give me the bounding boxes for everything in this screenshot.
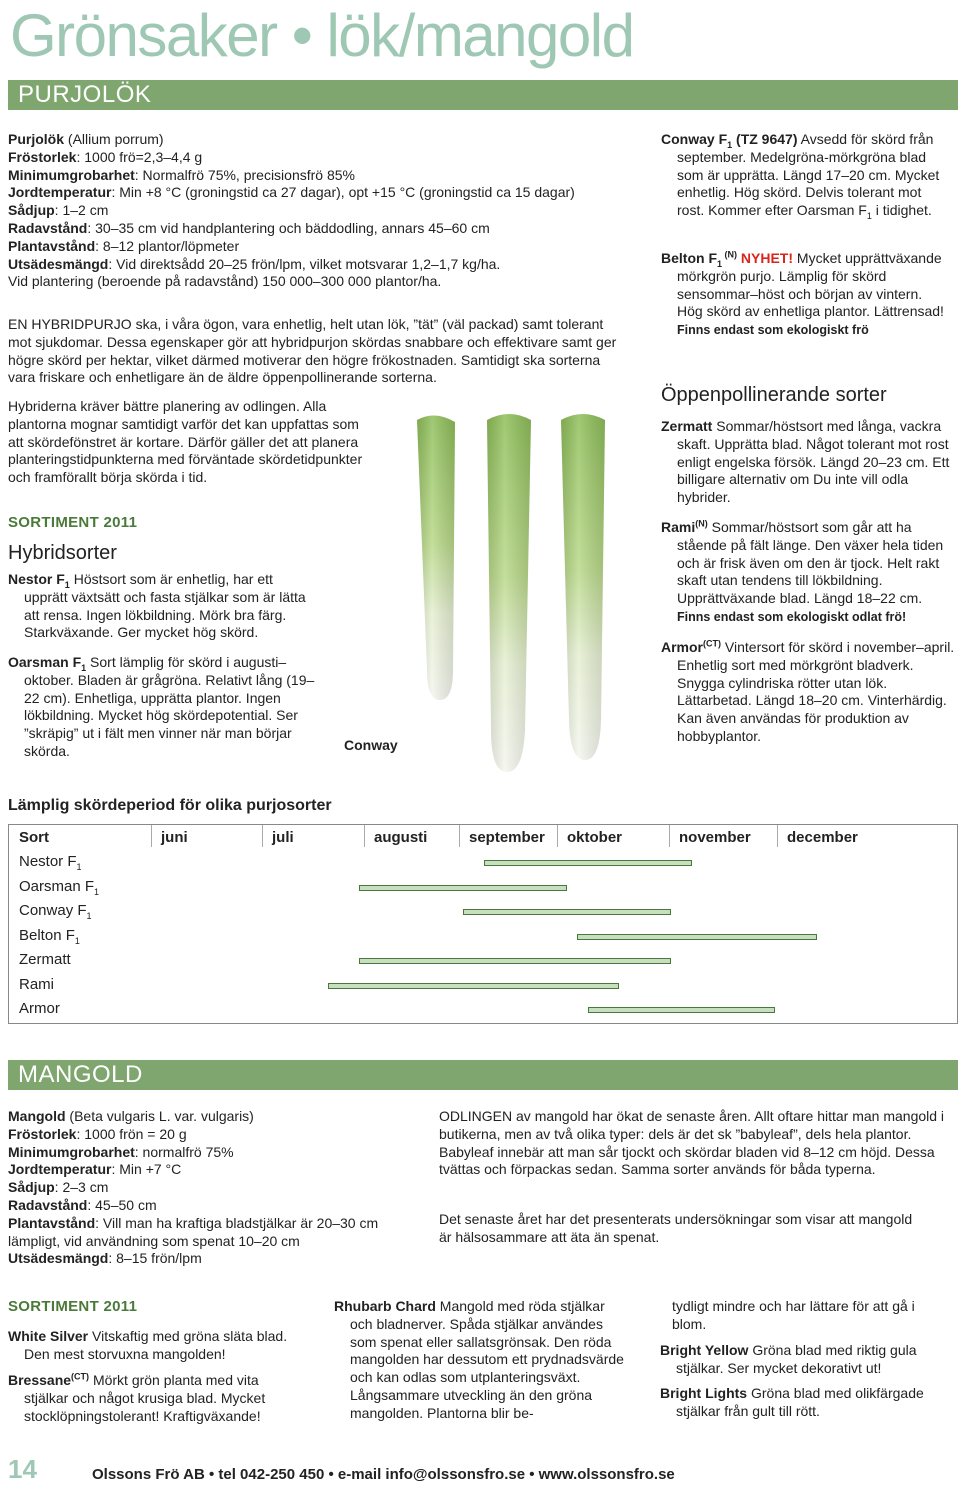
variety-oarsman-text: Sort lämplig för skörd i augusti–oktober. Bladen är grågröna. Relativt lång (19–22 cm). Enhetliga, upprätta plantor. Ingen lökbildning. Mycket hög skördepotential. Ser ”skräpig” ut i fält men vinner när man börjar skörda. [24,654,315,759]
purjo-fact-value: : 1000 frö=2,3–4,4 g [76,148,203,165]
mangold-fact-value: : 1000 frön = 20 g [76,1125,187,1142]
variety-armor-name: Armor$^{(CT)}$ [661,638,722,655]
harvest-bar [328,983,619,989]
purjo-fact-value: : Min +8 °C (groningstid ca 27 dagar), opt +15 °C (groningstid ca 15 dagar) [111,184,575,201]
purjo-fact-label: Fröstorlek [8,148,77,165]
variety-belton: Belton $F_1$ $^{(N)}$ NYHET! Mycket upprättväxande mörkgrön purjo. Lämplig för skörd sensommar–höst och början av vintern. Hög skörd av enhetliga plantor. Lättrensad! Finns endast som ekologiskt frö [661,249,944,338]
variety-bressane: Bressane$^{(CT)}$ Mörkt grön planta med vita stjälkar och något krusiga blad. Mycket stocklöpningstolerant! Kraftigväxande! [8,1371,266,1424]
variety-oarsman [8,654,326,761]
purjo-fact [8,202,628,220]
table-header-month: november [679,829,751,846]
purjo-fact [8,220,628,238]
hybrid-heading: Hybridsorter [8,542,117,564]
variety-bright-yellow-name: Bright Yellow [660,1342,749,1358]
table-row-label: Nestor $F_1$ [19,853,82,872]
table-header-month: december [787,829,858,846]
variety-bressane-name: Bressane$^{(CT)}$ [8,1371,90,1388]
mangold-fact-value: : normalfrö 75% [134,1143,234,1160]
purjo-intro-1: EN HYBRIDPURJO ska, i våra ögon, vara enhetlig, helt utan lök, ”tät” (väl packad) samt tolerant mot sjukdomar. Dessa egenskaper gör att hybridpurjon skördas snabbare och effektivare samt ger högre skörd per hektar, vilket därmed motiverar den högre frökostnaden. Samtidigt ska sorterna vara friskare och enhetligare än de äldre öppenpollinerande sorterna. [8,316,617,386]
nyhet-badge: NYHET! [740,250,794,266]
variety-zermatt-name: Zermatt [661,418,713,434]
variety-conway-name: Conway $F_1$ (TZ 9647) [661,131,798,150]
belton-eco-note: Finns endast som ekologiskt frö [677,323,869,338]
mangold-fact-value: : 2–3 cm [54,1179,109,1196]
mangold-fact [8,1250,408,1268]
mangold-fact-value: : Vill man ha kraftiga bladstjälkar är 20–30 cm lämpligt, vid användning som spenat 10–20 cm [8,1214,379,1249]
mangold-fact-label: Sådjup [8,1179,55,1196]
table-column-divider [151,825,152,847]
footer-contact: Olssons Frö AB • tel 042-250 450 • e-mail info@olssonsfro.se • www.olssonsfro.se [92,1466,675,1483]
leek-photo [395,400,645,780]
mangold-right-1: ODLINGEN av mangold har ökat de senaste åren. Allt oftare hittar man mangold i butikerna, men av två olika typer: dels är det sk ”babyleaf”, dels hela plantor. Babyleaf innebär att man sår tjockt och skördar bladen vid 8–12 cm höjd. Dessa tvättas och förpackas sedan. Samma sorter används för båda typerna. [439,1108,945,1178]
table-header-month: september [469,829,545,846]
table-row-label: Rami [19,975,55,993]
variety-bright-yellow: Bright Yellow Gröna blad med riktig gula stjälkar. Ser mycket dekorativt ut! [660,1342,917,1376]
mangold-right-2: Det senaste året har det presenterats undersökningar som visar att mangold är hälsosammare att äta än spenat. [439,1211,913,1245]
variety-white-silver: White Silver Vitskaftig med gröna släta blad. Den mest storvuxna mangolden! [8,1328,288,1362]
table-column-divider [557,825,558,847]
table-row-label: Armor [19,1000,60,1017]
variety-nestor-name: Nestor $F_1$ [8,571,70,590]
table-header-sort: Sort [19,829,49,846]
purjo-fact [8,131,628,149]
mangold-fact [8,1179,408,1197]
variety-nestor-text: Höstsort som är enhetlig, har ett upprätt växtsätt och fasta stjälkar som är lätta att rensa. Ingen lökbildning. Mörk bra färg. Starkväxande. Ger mycket hög skörd. [24,571,306,641]
mangold-fact [8,1161,408,1179]
purjo-fact [8,238,628,256]
table-header-month: augusti [374,829,428,846]
table-column-divider [777,825,778,847]
variety-belton-name: Belton $F_1$ $^{(N)}$ [661,249,738,269]
harvest-bar [463,909,671,915]
purjo-fact-label: Sådjup [8,202,55,219]
mangold-fact-value: : Min +7 °C [111,1161,182,1178]
rami-eco-note: Finns endast som ekologiskt odlat frö! [677,609,907,624]
leek-middle [487,414,531,772]
mangold-fact-label: Plantavstånd [8,1214,96,1231]
variety-nestor [8,571,318,642]
purjo-fact [8,184,628,202]
variety-rami-name: Rami$^{(N)}$ [661,518,708,535]
section-band-mangold: MANGOLD [8,1060,958,1090]
mangold-fact-label: Mangold [8,1108,66,1124]
purjo-facts-extra: Vid plantering (beroende på radavstånd) 150 000–300 000 plantor/ha. [8,273,442,290]
harvest-bar [359,958,671,964]
purjo-fact-label: Radavstånd [8,219,88,236]
purjo-fact [8,167,628,185]
page-title: Grönsaker • lök/mangold [10,2,634,69]
purjo-intro-2: Hybriderna kräver bättre planering av odlingen. Alla plantorna mognar samtidigt varför det kan uppfattas som att skördefönstret är kortare. Därför gäller det att planera planteringstidpunkterna med förväntade skördetidpunkter och framförallt börja skörda i tid. [8,398,363,486]
harvest-table-title: Lämplig skördeperiod för olika purjosorter [8,797,332,814]
mangold-fact [8,1215,408,1251]
purjo-fact-label: Purjolök [8,131,65,147]
variety-conway: Conway $F_1$ (TZ 9647) Avsedd för skörd från september. Medelgröna-mörkgröna blad som är upprätta. Längd 17–20 cm. Mycket enhetlig. Hög skörd. Delvis tolerant mot rost. Kommer efter Oarsman $F_1$ i tidighet. [661,131,940,221]
purjo-sortiment-label: SORTIMENT 2011 [8,514,138,531]
mangold-fact [8,1144,408,1162]
leek-right [561,414,605,760]
purjo-fact-value: : 8–12 plantor/löpmeter [95,237,240,254]
harvest-table [8,824,958,1024]
purjo-fact-label: Minimumgrobarhet [8,166,135,183]
harvest-bar [588,1007,775,1013]
table-column-divider [459,825,460,847]
mangold-fact-value: : 45–50 cm [87,1196,157,1213]
section-band-purjolok: PURJOLÖK [8,80,958,110]
variety-bright-lights: Bright Lights Gröna blad med olikfärgade stjälkar från gult till rött. [660,1385,924,1419]
mangold-fact-label: Radavstånd [8,1196,88,1213]
table-row-label: Oarsman $F_1$ [19,877,100,897]
harvest-bar [359,885,567,891]
variety-zermatt: Zermatt Sommar/höstsort med långa, vackra skaft. Upprätta blad. Något tolerant mot rost enligt engelska försök. Längd 20–23 cm. Ett billigare alternativ om Du inte vill odla hybrider. [661,418,950,506]
purjo-fact-value: : Vid direktsådd 20–25 frön/lpm, vilket motsvarar 1,2–1,7 kg/ha. [108,255,501,272]
table-row-label: Conway $F_1$ [19,902,92,921]
variety-rhubarb-chard: Rhubarb Chard Mangold med röda stjälkar och bladnerver. Spåda stjälkar användes som spenat eller sallatsgrönsak. Den röda mangolden har dessutom ett prydnadsvärde och kan odlas som utplanteringsväxt. Långsammare utveckling än den gröna mangolden. Plantorna blir be- [334,1298,624,1421]
variety-white-silver-name: White Silver [8,1328,89,1344]
table-column-divider [364,825,365,847]
purjo-fact [8,256,628,274]
purjo-facts [8,131,628,291]
purjo-fact-value: : Normalfrö 75%, precisionsfrö 85% [134,166,355,183]
mangold-fact [8,1197,408,1215]
table-column-divider [262,825,263,847]
variety-bright-lights-name: Bright Lights [660,1385,748,1401]
open-pollinated-heading: Öppenpollinerande sorter [661,384,887,406]
purjo-fact-label: Plantavstånd [8,237,96,254]
mangold-fact-value: : 8–15 frön/lpm [108,1250,202,1267]
purjo-fact-value: (Allium porrum) [64,131,164,147]
mangold-fact [8,1108,408,1126]
table-row-label: Zermatt [19,951,71,968]
mangold-fact-label: Utsädesmängd [8,1250,109,1267]
mangold-fact-label: Minimumgrobarhet [8,1143,135,1160]
mangold-fact [8,1126,408,1144]
variety-armor: Armor$^{(CT)}$ Vintersort för skörd i november–april. Enhetlig sort med mörkgrönt bladverk. Snygga cylindriska rötter utan lök. Lättarbetad. Längd 18–20 cm. Vinterhärdig. Kan även användas för produktion av hobbyplantor. [661,638,955,744]
variety-rami: Rami$^{(N)}$ Sommar/höstsort som går att ha stående på fält länge. Den växer hela tiden och är frisk även om den är tjock. Helt rakt skaft utan tendens till lökbildning. Upprättväxande blad. Längd 18–22 cm. Finns endast som ekologiskt odlat frö! [661,518,944,624]
rhubarb-chard-cont: tydligt mindre och har lättare för att gå i blom. [672,1298,915,1332]
table-column-divider [669,825,670,847]
table-header-month: oktober [567,829,623,846]
purjo-fact [8,149,628,167]
purjo-fact-value: : 30–35 cm vid handplantering och bäddodling, annars 45–60 cm [87,219,490,236]
table-header-month: juni [161,829,188,846]
harvest-bar [577,934,816,940]
mangold-facts [8,1108,408,1268]
purjo-fact-label: Utsädesmängd [8,255,109,272]
page-number: 14 [8,1454,37,1484]
harvest-bar [484,860,692,866]
variety-oarsman-name: Oarsman $F_1$ [8,654,87,673]
leek-caption: Conway [344,737,398,753]
mangold-fact-label: Jordtemperatur [8,1161,112,1178]
table-header-month: juli [272,829,294,846]
mangold-sortiment-label: SORTIMENT 2011 [8,1298,138,1315]
leek-left [417,415,455,700]
mangold-fact-value: (Beta vulgaris L. var. vulgaris) [65,1108,254,1124]
purjo-fact-label: Jordtemperatur [8,184,112,201]
mangold-fact-label: Fröstorlek [8,1125,77,1142]
variety-rhubarb-chard-name: Rhubarb Chard [334,1298,436,1314]
table-row-label: Belton $F_1$ [19,926,80,946]
purjo-fact-value: : 1–2 cm [54,202,109,219]
